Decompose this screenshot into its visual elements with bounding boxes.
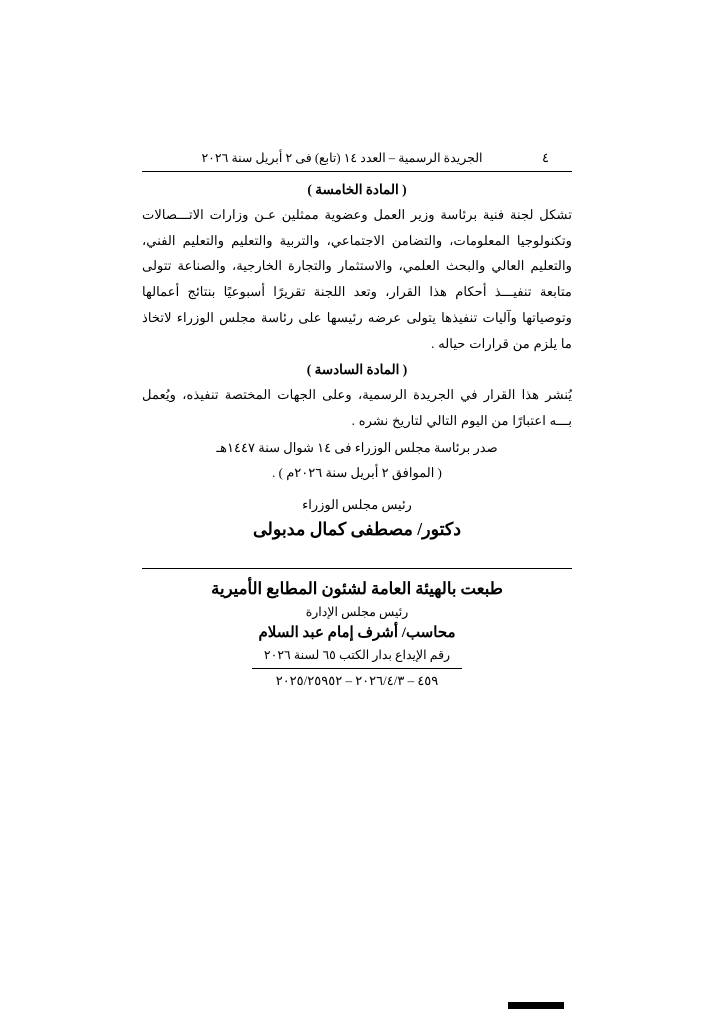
printed-by-line: طبعت بالهيئة العامة لشئون المطابع الأميرية [211, 579, 503, 599]
page-content [142, 150, 572, 689]
page-number: ٤ [542, 150, 549, 165]
chairman-name: محاسب/ أشرف إمام عبد السلام [258, 625, 456, 642]
colophon [142, 568, 572, 689]
gazette-header-title: الجريدة الرسمية – العدد ١٤ (تابع) فى ٢ أبريل سنة ٢٠٢٦ [201, 151, 483, 165]
article-heading-five: ( المادة الخامسة ) [307, 182, 407, 197]
page-bottom-marker [508, 1002, 564, 1009]
deposit-number: رقم الإيداع بدار الكتب ٦٥ لسنة ٢٠٢٦ [263, 648, 451, 663]
issue-line-gregorian: ( الموافق ٢ أبريل سنة ٢٠٢٦م ) . [272, 464, 442, 480]
deposit-divider [252, 668, 462, 669]
signature-title: رئيس مجلس الوزراء [302, 497, 412, 513]
page-header [142, 150, 572, 166]
issue-line-hijri: صدر برئاسة مجلس الوزراء فى ١٤ شوال سنة ١٤٤٧هـ [216, 439, 498, 455]
article-six-paragraph: يُنشر هذا القرار في الجريدة الرسمية، وعلى الجهات المختصة تنفيذه، ويُعمل بـــه اعتبارًا من اليوم التالي لتاريخ نشره . [142, 387, 572, 429]
article-heading-six: ( المادة السادسة ) [306, 362, 408, 378]
publication-code: ٤٥٩ – ٢٠٢٦/٤/٣ – ٢٠٢٥/٢٥٩٥٢ [275, 673, 439, 689]
signature-name: دكتور/ مصطفى كمال مدبولى [252, 519, 462, 540]
colophon-divider [142, 568, 572, 569]
chairman-role: رئيس مجلس الإدارة [305, 605, 409, 620]
header-divider [142, 171, 572, 172]
article-five-paragraph: تشكل لجنة فنية برئاسة وزير العمل وعضوية ممثلين عـن وزارات الاتـــصالات وتكنولوجيا المعلومات، والتضامن الاجتماعي، والتربية والتعليم والتعليم الفني، والتعليم العالي والبحث العلمي، والاستثمار والتجارة الخارجية، والصناعة تتولى متابعة تنفيـــذ أحكام هذا القرار، وتعد اللجنة تقريرًا أسبوعيًا بنتائج أعمالها وتوصياتها وآليات تنفيذها يتولى عرضه رئيسها على رئاسة مجلس الوزراء لاتخاذ ما يلزم من قرارات حياله . [142, 207, 572, 351]
